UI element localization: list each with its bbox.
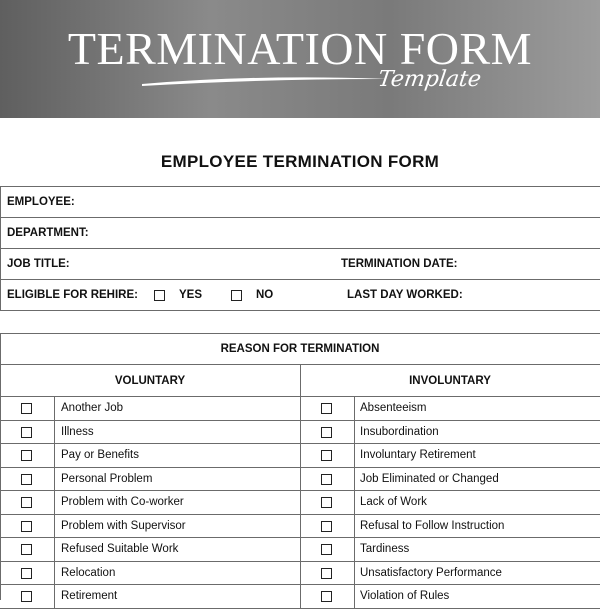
involuntary-checkbox[interactable] xyxy=(321,521,332,532)
row-divider xyxy=(354,538,355,561)
voluntary-checkbox[interactable] xyxy=(21,450,32,461)
involuntary-reason: Job Eliminated or Changed xyxy=(360,472,499,485)
row-divider xyxy=(354,562,355,585)
involuntary-reason: Involuntary Retirement xyxy=(360,449,476,461)
row-divider xyxy=(54,538,55,561)
reasons-table xyxy=(0,333,600,609)
row-divider xyxy=(354,585,355,608)
involuntary-checkbox[interactable] xyxy=(321,497,332,508)
involuntary-reason: Insubordination xyxy=(360,425,439,438)
involuntary-checkbox[interactable] xyxy=(321,544,332,555)
header-banner xyxy=(0,0,600,118)
rehire-row xyxy=(0,280,600,311)
form-title: EMPLOYEE TERMINATION FORM xyxy=(160,152,440,171)
reason-row xyxy=(0,444,600,468)
voluntary-reason: Retirement xyxy=(61,590,118,602)
banner-title: TERMINATION FORM xyxy=(67,23,533,74)
row-divider xyxy=(300,468,301,491)
voluntary-header: VOLUNTARY xyxy=(114,375,186,387)
termination-date-label: TERMINATION DATE: xyxy=(341,258,458,270)
rehire-no-checkbox[interactable] xyxy=(231,290,242,301)
row-divider xyxy=(54,585,55,608)
row-divider xyxy=(300,585,301,608)
reason-row xyxy=(0,515,600,539)
reasons-column-headers xyxy=(0,365,600,397)
row-divider xyxy=(54,468,55,491)
involuntary-reason: Violation of Rules xyxy=(360,590,450,602)
row-divider xyxy=(354,491,355,514)
voluntary-reason: Personal Problem xyxy=(61,472,153,485)
voluntary-reason: Problem with Supervisor xyxy=(61,519,186,532)
row-divider xyxy=(354,444,355,467)
row-divider xyxy=(300,421,301,444)
rehire-no-label: NO xyxy=(256,289,274,301)
voluntary-checkbox[interactable] xyxy=(21,403,32,414)
reason-row xyxy=(0,491,600,515)
job-title-row[interactable] xyxy=(0,249,600,280)
voluntary-checkbox[interactable] xyxy=(21,544,32,555)
voluntary-reason: Another Job xyxy=(61,402,124,414)
voluntary-reason: Relocation xyxy=(61,566,116,579)
row-divider xyxy=(300,491,301,514)
voluntary-checkbox[interactable] xyxy=(21,427,32,438)
reason-row xyxy=(0,538,600,562)
involuntary-reason: Refusal to Follow Instruction xyxy=(360,519,505,532)
involuntary-reason: Absenteeism xyxy=(360,402,427,414)
involuntary-checkbox[interactable] xyxy=(321,403,332,414)
involuntary-header: INVOLUNTARY xyxy=(409,375,491,387)
involuntary-checkbox[interactable] xyxy=(321,474,332,485)
row-divider xyxy=(300,397,301,420)
department-label: DEPARTMENT: xyxy=(7,227,89,239)
involuntary-checkbox[interactable] xyxy=(321,427,332,438)
row-divider xyxy=(54,397,55,420)
involuntary-reason: Lack of Work xyxy=(360,496,427,508)
row-divider xyxy=(354,397,355,420)
row-divider xyxy=(300,538,301,561)
employee-row[interactable] xyxy=(0,187,600,218)
banner-subtitle: Template xyxy=(376,67,483,92)
reasons-rows xyxy=(0,397,600,609)
reason-row xyxy=(0,562,600,586)
swoosh-decoration xyxy=(140,70,390,90)
row-divider xyxy=(54,562,55,585)
voluntary-reason: Problem with Co-worker xyxy=(61,496,184,508)
reason-row xyxy=(0,421,600,445)
row-divider xyxy=(354,515,355,538)
voluntary-checkbox[interactable] xyxy=(21,591,32,602)
reason-row xyxy=(0,397,600,421)
row-divider xyxy=(54,515,55,538)
involuntary-reason: Unsatisfactory Performance xyxy=(360,566,502,579)
rehire-yes-checkbox[interactable] xyxy=(154,290,165,301)
voluntary-checkbox[interactable] xyxy=(21,474,32,485)
involuntary-checkbox[interactable] xyxy=(321,568,332,579)
reason-row xyxy=(0,585,600,609)
reasons-heading: REASON FOR TERMINATION xyxy=(0,334,600,365)
row-divider xyxy=(54,491,55,514)
voluntary-checkbox[interactable] xyxy=(21,497,32,508)
eligible-rehire-label: ELIGIBLE FOR REHIRE: xyxy=(7,289,138,301)
voluntary-reason: Illness xyxy=(61,425,94,438)
row-divider xyxy=(54,444,55,467)
row-divider xyxy=(300,515,301,538)
department-row[interactable] xyxy=(0,218,600,249)
involuntary-checkbox[interactable] xyxy=(321,591,332,602)
voluntary-checkbox[interactable] xyxy=(21,521,32,532)
row-divider xyxy=(54,421,55,444)
job-title-label: JOB TITLE: xyxy=(7,258,70,270)
rehire-yes-label: YES xyxy=(179,289,203,301)
voluntary-checkbox[interactable] xyxy=(21,568,32,579)
involuntary-checkbox[interactable] xyxy=(321,450,332,461)
reason-row xyxy=(0,468,600,492)
employee-info-table xyxy=(0,186,600,311)
row-divider xyxy=(300,444,301,467)
involuntary-reason: Tardiness xyxy=(360,543,410,555)
voluntary-reason: Refused Suitable Work xyxy=(61,543,179,555)
row-divider xyxy=(300,562,301,585)
last-day-worked-label: LAST DAY WORKED: xyxy=(347,289,463,301)
employee-label: EMPLOYEE: xyxy=(7,196,75,208)
voluntary-reason: Pay or Benefits xyxy=(61,449,139,461)
row-divider xyxy=(354,421,355,444)
row-divider xyxy=(354,468,355,491)
